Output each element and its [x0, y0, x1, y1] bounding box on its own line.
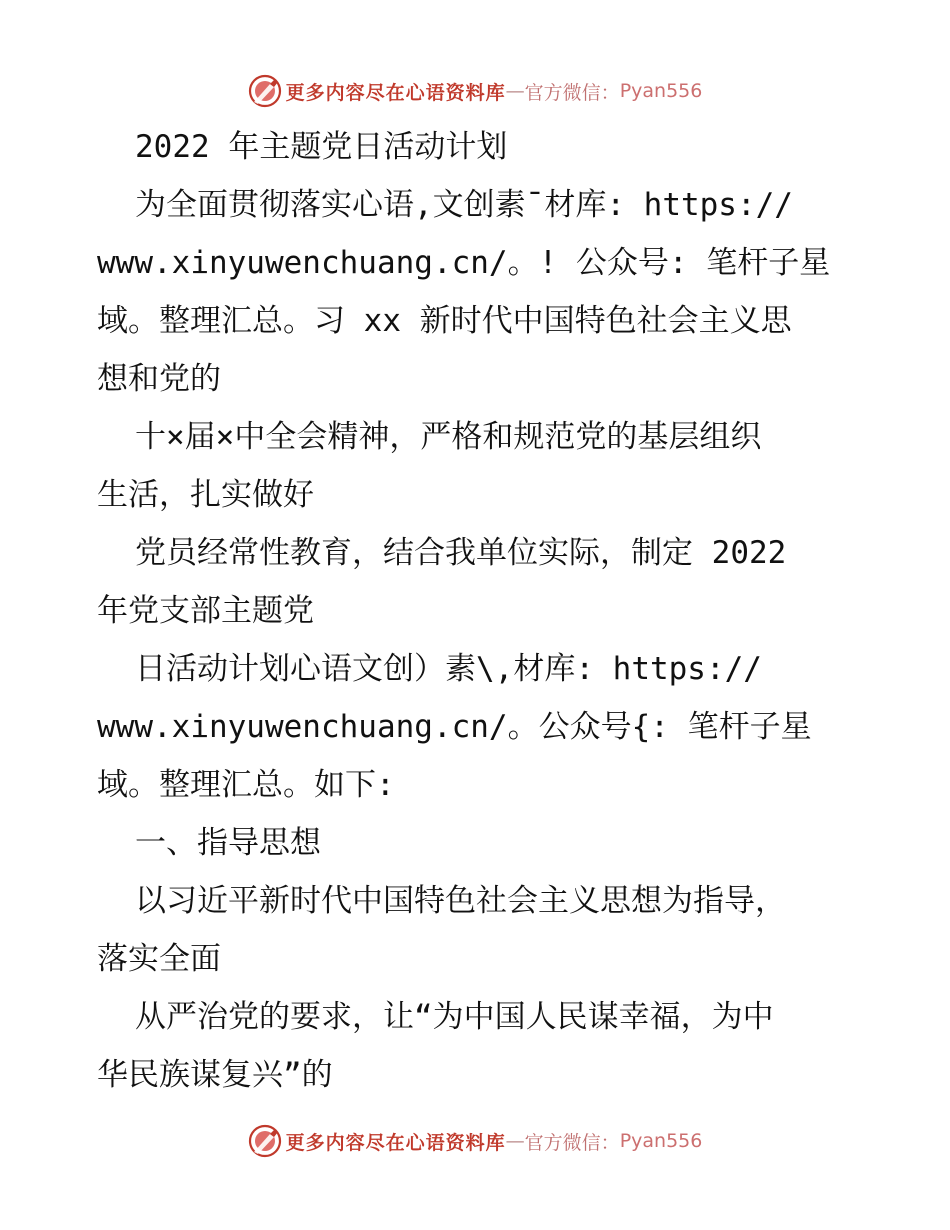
- section-heading: 一、指导思想: [135, 825, 321, 861]
- paragraph-line: 为全面贯彻落实心语,文创素¯材库: https://: [135, 187, 793, 223]
- paragraph-line: 日活动计划心语文创）素\,材库: https://: [135, 651, 762, 687]
- paragraph-line: 从严治党的要求，让“为中国人民谋幸福，为中: [135, 999, 774, 1035]
- paragraph-line: 华民族谋复兴”的: [97, 1057, 333, 1093]
- paragraph-line: 年党支部主题党: [97, 593, 314, 629]
- paragraph-line: www.xinyuwenchuang.cn/。公众号{: 笔杆子星: [97, 709, 812, 745]
- paragraph-line: 十×届×中全会精神，严格和规范党的基层组织: [135, 419, 762, 455]
- watermark-contact-id: Pyan556: [619, 80, 703, 102]
- watermark-contact-label: 官方微信：: [524, 81, 620, 104]
- watermark-contact-id: Pyan556: [619, 1130, 703, 1152]
- paragraph-line: 域。整理汇总。习 xx 新时代中国特色社会主义思: [97, 303, 792, 339]
- watermark-separator: —: [505, 1130, 525, 1152]
- paragraph-line: 想和党的: [97, 361, 221, 397]
- paragraph-line: 以习近平新时代中国特色社会主义思想为指导，: [135, 883, 786, 919]
- paragraph-line: 党员经常性教育，结合我单位实际，制定 2022: [135, 535, 787, 571]
- document-title: 2022 年主题党日活动计划: [135, 129, 508, 165]
- watermark-brand: 更多内容尽在心语资料库: [285, 1131, 506, 1154]
- paragraph-line: 落实全面: [97, 941, 221, 977]
- watermark-separator: —: [505, 80, 525, 102]
- watermark-brand: 更多内容尽在心语资料库: [285, 81, 506, 104]
- watermark-header: [0, 71, 950, 111]
- pen-logo-icon: [248, 74, 282, 108]
- paragraph-line: www.xinyuwenchuang.cn/。! 公众号: 笔杆子星: [97, 245, 831, 281]
- pen-logo-icon: [248, 1124, 282, 1158]
- paragraph-line: 生活，扎实做好: [97, 477, 314, 513]
- document-body: [97, 118, 857, 1104]
- watermark-footer: [0, 1121, 950, 1161]
- paragraph-line: 域。整理汇总。如下:: [97, 767, 395, 803]
- watermark-contact-label: 官方微信：: [524, 1131, 620, 1154]
